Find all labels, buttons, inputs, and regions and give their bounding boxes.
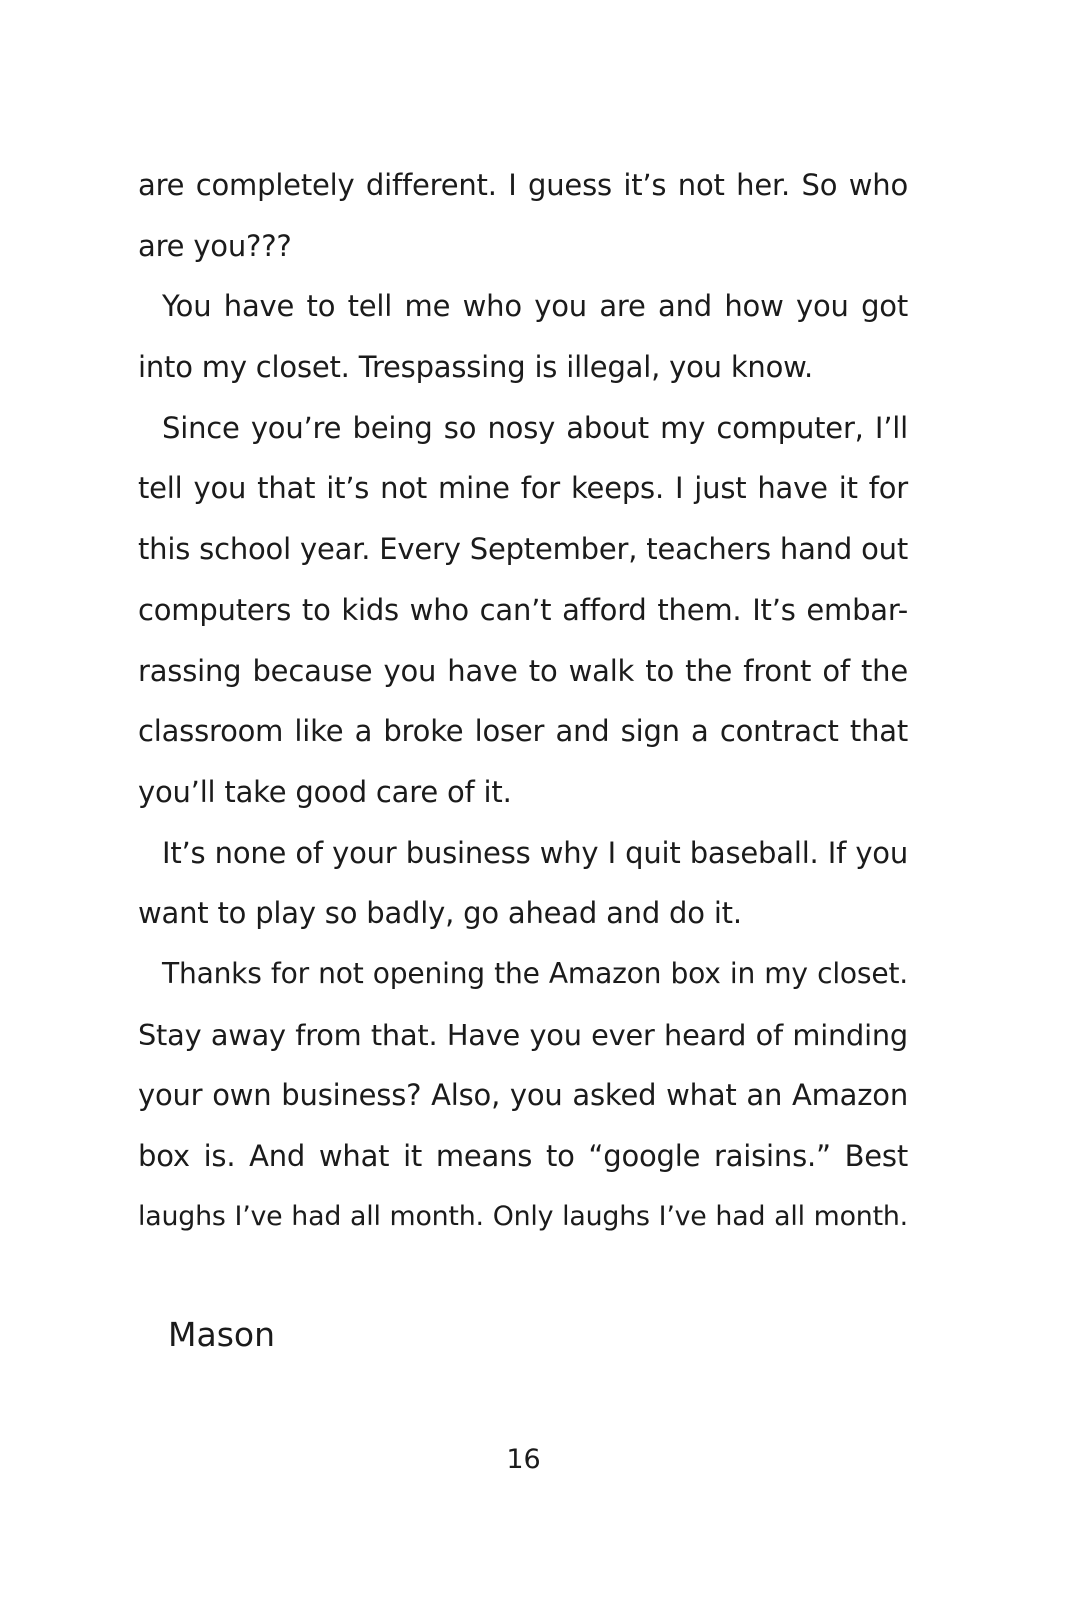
body-line: You have to tell me who you are and how you got	[162, 289, 908, 324]
body-line: It’s none of your business why I quit baseball. If you	[162, 835, 908, 870]
body-line: this school year. Every September, teachers hand out	[138, 532, 908, 567]
body-line: Stay away from that. Have you ever heard of minding	[138, 1017, 908, 1052]
signature: Mason	[168, 1315, 275, 1354]
body-line: your own business? Also, you asked what an Amazon	[138, 1078, 908, 1113]
body-line: are completely different. I guess it’s not her. So who	[138, 168, 908, 202]
body-line: box is. And what it means to “google raisins.” Best	[138, 1139, 908, 1173]
body-line: rassing because you have to walk to the front of the	[138, 653, 908, 688]
body-line: computers to kids who can’t afford them. It’s embar-	[138, 592, 908, 627]
body-line: classroom like a broke loser and sign a contract that	[138, 714, 908, 749]
body-line: are you???	[138, 228, 292, 263]
page-number: 16	[506, 1444, 541, 1475]
body-line: Since you’re being so nosy about my computer, I’ll	[162, 410, 908, 445]
body-line: laughs I’ve had all month. Only laughs I’ve had all month.	[138, 1200, 908, 1232]
letter-body	[138, 155, 908, 1247]
body-line: into my closet. Trespassing is illegal, you know.	[138, 350, 814, 385]
body-line: you’ll take good care of it.	[138, 774, 512, 809]
body-line: Thanks for not opening the Amazon box in my closet.	[162, 956, 908, 990]
body-line: want to play so badly, go ahead and do it.	[138, 896, 742, 931]
body-line: tell you that it’s not mine for keeps. I just have it for	[138, 471, 908, 506]
